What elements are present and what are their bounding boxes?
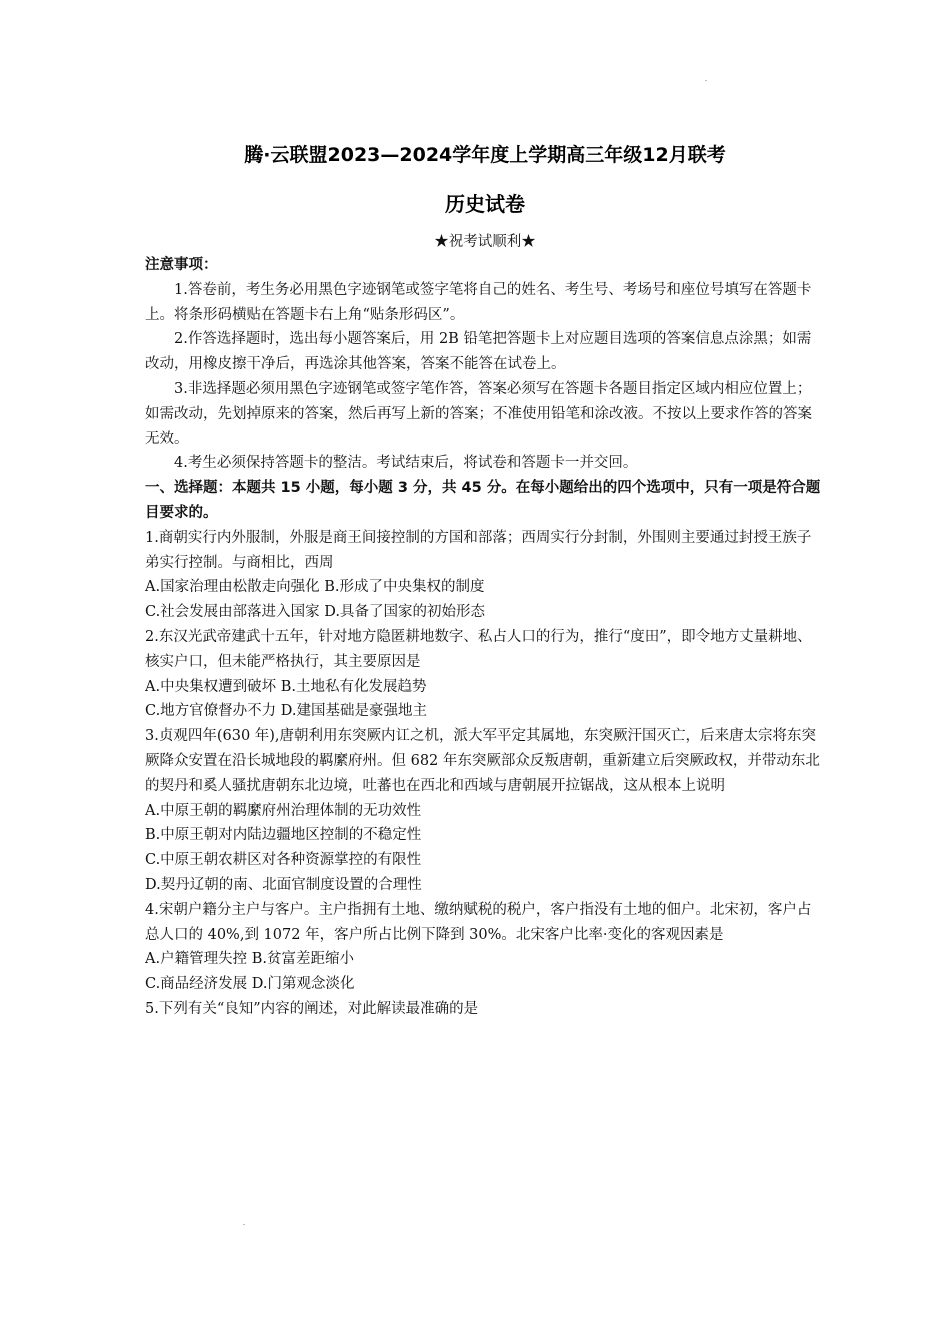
exam-subject: 历史试卷 [445,192,525,216]
notice-item: 1.答卷前，考生务必用黑色字迹钢笔或签字笔将自己的姓名、考生号、考场号和座位号填写在答题卡上。将条形码横贴在答题卡右上角“贴条形码区”。 [145,281,812,323]
question-stem: 3.贞观四年(630 年),唐朝利用东突厥内讧之机，派大军平定其属地，东突厥汗国灭亡，后来唐太宗将东突厥降众安置在沿长城地段的羁縻府州。但 682 年东突厥部众反叛唐朝，重新建立后突厥政权，并带动东北的契丹和奚人骚扰唐朝东北边境，吐蕃也在西北和西域与唐朝展开拉锯战，这从根本上说明 [145,728,820,794]
question-options: A.户籍管理失控 B.贫富差距缩小 [145,951,354,968]
exam-title: 腾·云联盟2023—2024学年度上学期高三年级12月联考 [244,144,726,166]
notice-item: 3.非选择题必须用黑色字迹钢笔或签字笔作答，答案必须写在答题卡各题目指定区域内相应位置上；如需改动，先划掉原来的答案，然后再写上新的答案；不准使用铅笔和涂改液。不按以上要求作答的答案无效。 [145,380,812,447]
notice-item: 4.考生必须保持答题卡的整洁。考试结束后，将试卷和答题卡一并交回。 [174,455,638,472]
question-options: A.国家治理由松散走向强化 B.形成了中央集权的制度 [145,579,485,596]
question-options: A.中央集权遭到破坏 B.土地私有化发展趋势 [145,678,427,695]
question-stem: 2.东汉光武帝建武十五年，针对地方隐匿耕地数字、私占人口的行为，推行“度田”，即令地方丈量耕地、核实户口，但未能严格执行，其主要原因是 [145,628,812,670]
question-options: C.社会发展由部落进入国家 D.具备了国家的初始形态 [145,604,486,621]
notice-item: 2.作答选择题时，选出每小题答案后，用 2B 铅笔把答题卡上对应题目选项的答案信息点涂黑；如需改动，用橡皮擦干净后，再选涂其他答案，答案不能答在试卷上。 [145,331,812,373]
scan-speck [243,1224,245,1225]
notice-heading: 注意事项： [145,257,218,273]
question-stem: 4.宋朝户籍分主户与客户。主户指拥有土地、缴纳赋税的税户，客户指没有土地的佃户。北宋初，客户占总人口的 40%,到 1072 年，客户所占比例下降到 30%。北宋客户比率·变化的客观因素是 [145,901,812,943]
question-option: C.中原王朝农耕区对各种资源掌控的有限性 [145,852,422,869]
exam-wish: ★祝考试顺利★ [434,234,536,250]
question-stem: 5.下列有关“良知”内容的阐述，对此解读最准确的是 [145,1000,479,1017]
section-heading: 一、选择题：本题共 15 小题，每小题 3 分，共 45 分。在每小题给出的四个选项中，只有一项是符合题目要求的。 [145,480,821,521]
question-options: C.地方官僚督办不力 D.建国基础是豪强地主 [145,703,428,720]
question-option: A.中原王朝的羁縻府州治理体制的无功效性 [145,802,422,819]
question-option: B.中原王朝对内陆边疆地区控制的不稳定性 [145,827,422,844]
exam-body [145,253,825,1022]
scan-speck [705,80,707,81]
question-option: D.契丹辽朝的南、北面官制度设置的合理性 [145,876,422,893]
question-options: C.商品经济发展 D.门第观念淡化 [145,976,355,993]
question-stem: 1.商朝实行内外服制，外服是商王间接控制的方国和部落；西周实行分封制，外围则主要通过封授王族子弟实行控制。与商相比，西周 [145,529,812,571]
